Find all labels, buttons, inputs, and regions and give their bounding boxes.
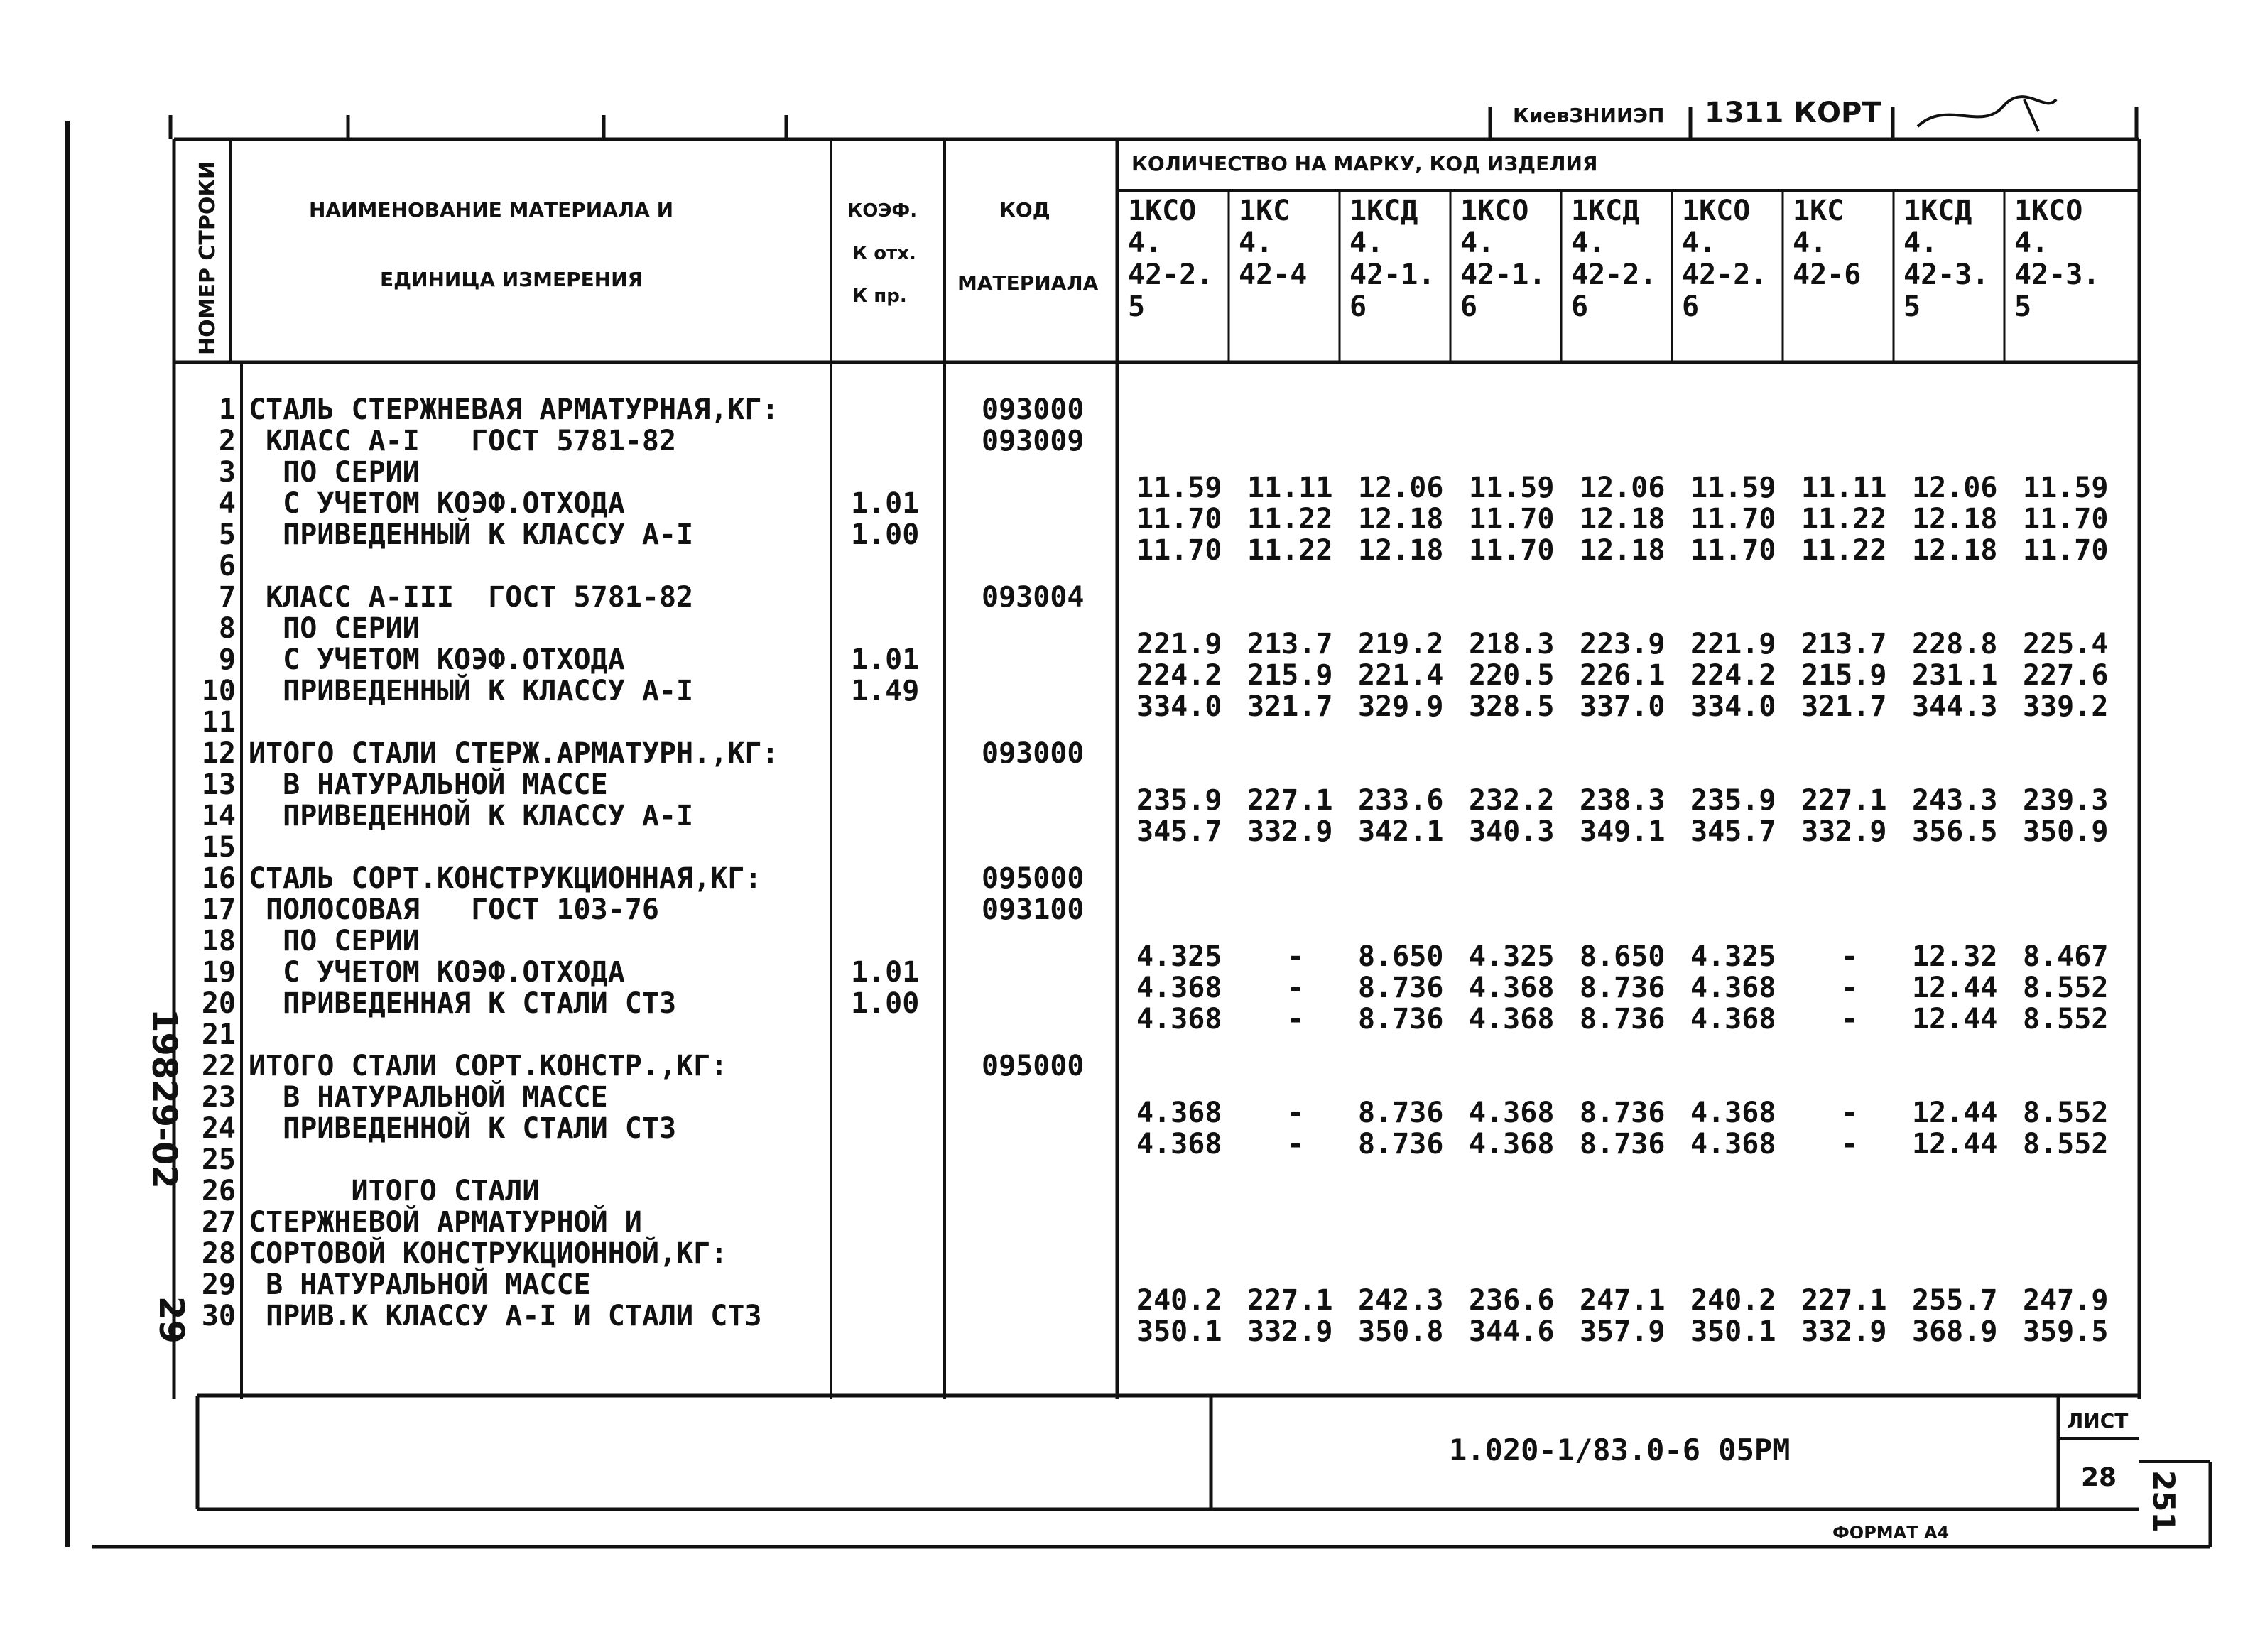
row-number: 5 [218,518,236,551]
quantity-value: 350.1 [1690,1315,1776,1348]
stamp-text: 1311 КОРТ [1705,97,1881,129]
quantity-value: 4.325 [1136,940,1222,973]
quantity-value: 235.9 [1690,784,1776,817]
quantity-value: 11.70 [1469,503,1555,536]
quantity-value: 232.2 [1469,784,1555,817]
quantity-value: 213.7 [1247,628,1333,661]
quantity-value: 12.44 [1912,1003,1998,1036]
material-name: В НАТУРАЛЬНОЙ МАССЕ [249,1268,591,1301]
row-number: 24 [201,1112,236,1145]
mark-header-line: 1КСД [1903,195,1972,227]
signature [1918,97,2056,131]
quantity-value: 8.736 [1358,1097,1444,1129]
quantity-value: 242.3 [1358,1284,1444,1317]
quantity-value: 4.325 [1690,940,1776,973]
row-number: 9 [218,643,236,676]
mark-header-line: 42-1. [1349,259,1435,291]
quantity-value: 247.9 [2023,1284,2109,1317]
quantity-value: 4.368 [1469,1128,1555,1161]
quantity-value: 8.736 [1580,1128,1666,1161]
quantity-value: 8.552 [2023,1128,2109,1161]
quantity-value: 342.1 [1358,815,1444,848]
quantity-value: 12.18 [1912,534,1998,567]
quantity-value: 227.1 [1801,1284,1887,1317]
quantity-value: 329.9 [1358,690,1444,723]
coefficient: 1.49 [851,675,920,707]
material-name: СОРТОВОЙ КОНСТРУКЦИОННОЙ,КГ: [249,1237,728,1270]
quantity-value: 12.06 [1580,472,1666,504]
quantity-value: 224.2 [1136,659,1222,692]
quantity-value: 321.7 [1247,690,1333,723]
material-name: ПО СЕРИИ [249,925,420,957]
quantity-value: 227.1 [1801,784,1887,817]
quantity-value: 11.22 [1247,503,1333,536]
row-number: 2 [218,425,236,457]
material-name: ПРИВ.К КЛАССУ А-I И СТАЛИ СТ3 [249,1300,762,1332]
sheet-number: 28 [2081,1463,2117,1492]
quantity-value: 255.7 [1912,1284,1998,1317]
quantity-value: 11.11 [1801,472,1887,504]
material-name-header-line2: ЕДИНИЦА ИЗМЕРЕНИЯ [380,268,643,291]
quantity-value: 221.9 [1690,628,1776,661]
quantity-value: 231.1 [1912,659,1998,692]
sheet-label: ЛИСТ [2067,1409,2129,1433]
quantity-value: - [1286,1097,1305,1129]
quantity-value: 334.0 [1690,690,1776,723]
material-code: 093100 [982,893,1085,926]
material-name: С УЧЕТОМ КОЭФ.ОТХОДА [249,487,625,520]
quantity-value: 368.9 [1912,1315,1998,1348]
quantity-value: 340.3 [1469,815,1555,848]
mark-header-line: 42-2. [1128,259,1214,291]
row-number: 28 [201,1237,236,1270]
code-header-line2: МАТЕРИАЛА [957,271,1099,295]
coefficient: 1.01 [851,956,920,989]
material-name: ИТОГО СТАЛИ СТЕРЖ.АРМАТУРН.,КГ: [249,737,779,770]
code-header-line1: КОД [999,198,1050,222]
quantity-value: 4.368 [1136,1128,1222,1161]
row-number: 27 [201,1206,236,1239]
quantity-value: 344.6 [1469,1315,1555,1348]
coefficient: 1.01 [851,487,920,520]
mark-header-line: 1КСО [1682,195,1751,227]
row-number: 13 [201,768,236,801]
quantity-value: 4.368 [1690,972,1776,1004]
quantity-value: 12.18 [1358,503,1444,536]
mark-header-line: 4. [1571,227,1606,259]
row-number: 4 [218,487,236,520]
quantity-value: 8.552 [2023,1097,2109,1129]
mark-header-line: 42-4 [1239,259,1308,291]
mark-header-line: 4. [1682,227,1717,259]
quantity-header: КОЛИЧЕСТВО НА МАРКУ, КОД ИЗДЕЛИЯ [1131,152,1598,175]
mark-header-line: 42-1. [1460,259,1546,291]
material-name: ПОЛОСОВАЯ ГОСТ 103-76 [249,893,659,926]
quantity-value: 12.18 [1580,534,1666,567]
row-number: 23 [201,1081,236,1114]
quantity-value: 12.06 [1358,472,1444,504]
material-name: ПО СЕРИИ [249,456,420,489]
material-name: ПРИВЕДЕННЫЙ К КЛАССУ А-I [249,518,694,551]
quantity-value: 11.22 [1801,503,1887,536]
quantity-value: 215.9 [1801,659,1887,692]
material-name: СТАЛЬ СОРТ.КОНСТРУКЦИОННАЯ,КГ: [249,862,762,895]
mark-header-line: 4. [1128,227,1163,259]
quantity-value: 224.2 [1690,659,1776,692]
page-number: 251 [2146,1470,2181,1533]
material-name: СТЕРЖНЕВОЙ АРМАТУРНОЙ И [249,1206,642,1239]
mark-header-line: 4. [2014,227,2049,259]
quantity-value: 215.9 [1247,659,1333,692]
row-number: 7 [218,581,236,614]
quantity-value: 356.5 [1912,815,1998,848]
material-code: 093004 [982,581,1085,614]
material-name: ПРИВЕДЕННОЙ К КЛАССУ А-I [249,800,694,832]
material-code: 095000 [982,1050,1085,1082]
quantity-value: 8.736 [1580,1003,1666,1036]
material-name: В НАТУРАЛЬНОЙ МАССЕ [249,1081,608,1114]
quantity-value: 240.2 [1136,1284,1222,1317]
mark-header-line: 1КСД [1349,195,1418,227]
quantity-value: 11.59 [1690,472,1776,504]
quantity-value: - [1286,1128,1305,1161]
quantity-value: 11.59 [1136,472,1222,504]
quantity-value: - [1286,1003,1305,1036]
margin-code: 19829-02 [144,1009,184,1189]
quantity-value: 227.1 [1247,784,1333,817]
coefficient: 1.00 [851,518,920,551]
quantity-value: 8.552 [2023,1003,2109,1036]
document-code: 1.020-1/83.0-6 05РМ [1449,1433,1791,1467]
mark-header-line: 42-3. [2014,259,2100,291]
quantity-value: 332.9 [1801,1315,1887,1348]
row-number: 20 [201,987,236,1020]
quantity-value: 328.5 [1469,690,1555,723]
mark-header-line: 1КСО [1128,195,1197,227]
quantity-value: 11.70 [1469,534,1555,567]
quantity-value: 223.9 [1580,628,1666,661]
quantity-value: 345.7 [1690,815,1776,848]
quantity-value: 8.650 [1358,940,1444,973]
quantity-value: 4.368 [1136,1097,1222,1129]
format-label: ФОРМАТ А4 [1832,1523,1950,1543]
quantity-value: 332.9 [1247,815,1333,848]
row-number: 1 [218,393,236,426]
material-name: В НАТУРАЛЬНОЙ МАССЕ [249,768,608,801]
quantity-value: 218.3 [1469,628,1555,661]
quantity-value: 332.9 [1247,1315,1333,1348]
quantity-value: 11.59 [2023,472,2109,504]
row-number: 29 [201,1268,236,1301]
mark-header-line: 5 [1128,290,1146,323]
table-body [202,393,2109,1348]
quantity-value: 350.9 [2023,815,2109,848]
quantity-value: 12.18 [1912,503,1998,536]
row-number: 26 [201,1175,236,1207]
quantity-value: 247.1 [1580,1284,1666,1317]
quantity-value: 359.5 [2023,1315,2109,1348]
material-name: КЛАСС А-III ГОСТ 5781-82 [249,581,694,614]
row-number: 25 [201,1143,236,1176]
quantity-value: 219.2 [1358,628,1444,661]
material-name: ИТОГО СТАЛИ СОРТ.КОНСТР.,КГ: [249,1050,728,1082]
quantity-value: 213.7 [1801,628,1887,661]
row-number: 19 [201,956,236,989]
quantity-value: - [1840,1003,1859,1036]
quantity-value: 4.368 [1469,972,1555,1004]
quantity-value: 8.736 [1358,1003,1444,1036]
quantity-value: 345.7 [1136,815,1222,848]
row-number: 11 [201,706,236,739]
quantity-value: 8.552 [2023,972,2109,1004]
quantity-value: 11.70 [1690,534,1776,567]
quantity-value: - [1840,1097,1859,1129]
quantity-value: 8.467 [2023,940,2109,973]
quantity-value: 4.368 [1690,1097,1776,1129]
mark-header-line: 6 [1571,290,1589,323]
quantity-value: 11.70 [2023,503,2109,536]
quantity-value: 344.3 [1912,690,1998,723]
quantity-value: 8.736 [1580,972,1666,1004]
mark-header-line: 6 [1460,290,1478,323]
quantity-value: 12.32 [1912,940,1998,973]
quantity-value: 321.7 [1801,690,1887,723]
material-name-header-line1: НАИМЕНОВАНИЕ МАТЕРИАЛА И [309,198,674,222]
mark-header-line: 1КСО [2014,195,2083,227]
mark-header-line: 1КСД [1571,195,1640,227]
quantity-value: - [1840,972,1859,1004]
quantity-value: 243.3 [1912,784,1998,817]
quantity-value: - [1286,972,1305,1004]
material-name: ПРИВЕДЕННАЯ К СТАЛИ СТ3 [249,987,677,1020]
mark-header-line: 4. [1793,227,1827,259]
quantity-value: 11.70 [2023,534,2109,567]
quantity-value: 12.18 [1358,534,1444,567]
quantity-value: 4.368 [1690,1128,1776,1161]
quantity-value: 350.8 [1358,1315,1444,1348]
coef-header-line1: КОЭФ. [847,200,918,222]
row-number: 16 [201,862,236,895]
material-name: ПРИВЕДЕННЫЙ К КЛАССУ А-I [249,675,694,707]
row-number: 6 [218,550,236,582]
mark-header-line: 42-6 [1793,259,1862,291]
quantity-value: 12.18 [1580,503,1666,536]
mark-header-line: 5 [1903,290,1921,323]
coefficient: 1.01 [851,643,920,676]
quantity-value: 228.8 [1912,628,1998,661]
mark-header-line: 4. [1460,227,1495,259]
material-code: 093000 [982,393,1085,426]
row-number-header: НОМЕР СТРОКИ [195,161,220,355]
quantity-value: 11.70 [1136,503,1222,536]
quantity-value: 4.368 [1690,1003,1776,1036]
quantity-value: 357.9 [1580,1315,1666,1348]
material-name: ИТОГО СТАЛИ [249,1175,540,1207]
quantity-value: 11.22 [1247,534,1333,567]
material-name: ПРИВЕДЕННОЙ К СТАЛИ СТ3 [249,1112,677,1145]
mark-header-line: 6 [1349,290,1367,323]
quantity-value: 238.3 [1580,784,1666,817]
material-name: ПО СЕРИИ [249,612,420,645]
mark-header-line: 5 [2014,290,2032,323]
row-number: 21 [201,1018,236,1051]
material-name: КЛАСС А-I ГОСТ 5781-82 [249,425,677,457]
quantity-value: 8.736 [1358,1128,1444,1161]
material-name: С УЧЕТОМ КОЭФ.ОТХОДА [249,643,625,676]
row-number: 12 [201,737,236,770]
mark-header-line: 1КС [1239,195,1291,227]
quantity-value: 12.44 [1912,1097,1998,1129]
quantity-value: - [1840,1128,1859,1161]
coefficient: 1.00 [851,987,920,1020]
quantity-value: 339.2 [2023,690,2109,723]
quantity-value: 239.3 [2023,784,2109,817]
quantity-value: 220.5 [1469,659,1555,692]
quantity-value: 4.325 [1469,940,1555,973]
material-code: 095000 [982,862,1085,895]
row-number: 18 [201,925,236,957]
row-number: 17 [201,893,236,926]
material-code: 093009 [982,425,1085,457]
mark-headers [1128,195,2100,323]
row-number: 8 [218,612,236,645]
mark-header-line: 1КС [1793,195,1845,227]
mark-header-line: 42-2. [1682,259,1768,291]
quantity-value: 221.4 [1358,659,1444,692]
row-number: 30 [201,1300,236,1332]
coef-header-line3: К пр. [852,286,907,307]
quantity-value: 8.736 [1580,1097,1666,1129]
mark-header-line: 4. [1349,227,1384,259]
quantity-value: 11.70 [1136,534,1222,567]
quantity-value: 227.1 [1247,1284,1333,1317]
row-number: 15 [201,831,236,864]
quantity-value: 11.22 [1801,534,1887,567]
quantity-value: 334.0 [1136,690,1222,723]
coef-header-line2: К отх. [852,243,916,264]
quantity-value: - [1840,940,1859,973]
material-code: 093000 [982,737,1085,770]
quantity-value: 235.9 [1136,784,1222,817]
quantity-value: 11.11 [1247,472,1333,504]
quantity-value: 221.9 [1136,628,1222,661]
quantity-value: 236.6 [1469,1284,1555,1317]
quantity-value: 12.44 [1912,1128,1998,1161]
quantity-value: 4.368 [1136,1003,1222,1036]
quantity-value: 8.650 [1580,940,1666,973]
quantity-value: 350.1 [1136,1315,1222,1348]
quantity-value: 8.736 [1358,972,1444,1004]
mark-header-line: 4. [1239,227,1273,259]
quantity-value: 349.1 [1580,815,1666,848]
quantity-value: 225.4 [2023,628,2109,661]
margin-number: 29 [151,1296,191,1344]
quantity-value: 4.368 [1469,1097,1555,1129]
quantity-value: 11.70 [1690,503,1776,536]
quantity-value: 332.9 [1801,815,1887,848]
quantity-value: - [1286,940,1305,973]
mark-header-line: 1КСО [1460,195,1529,227]
material-name: С УЧЕТОМ КОЭФ.ОТХОДА [249,956,625,989]
quantity-value: 227.6 [2023,659,2109,692]
quantity-value: 226.1 [1580,659,1666,692]
mark-header-line: 42-3. [1903,259,1989,291]
quantity-value: 240.2 [1690,1284,1776,1317]
organization-label: КиевЗНИИЭП [1513,104,1665,127]
material-name: СТАЛЬ СТЕРЖНЕВАЯ АРМАТУРНАЯ,КГ: [249,393,779,426]
quantity-value: 4.368 [1469,1003,1555,1036]
row-number: 22 [201,1050,236,1082]
mark-header-line: 42-2. [1571,259,1657,291]
mark-header-line: 4. [1903,227,1938,259]
quantity-value: 12.06 [1912,472,1998,504]
quantity-value: 337.0 [1580,690,1666,723]
quantity-value: 11.59 [1469,472,1555,504]
row-number: 10 [201,675,236,707]
mark-header-line: 6 [1682,290,1700,323]
quantity-value: 12.44 [1912,972,1998,1004]
row-number: 3 [218,456,236,489]
row-number: 14 [201,800,236,832]
quantity-value: 4.368 [1136,972,1222,1004]
quantity-value: 233.6 [1358,784,1444,817]
